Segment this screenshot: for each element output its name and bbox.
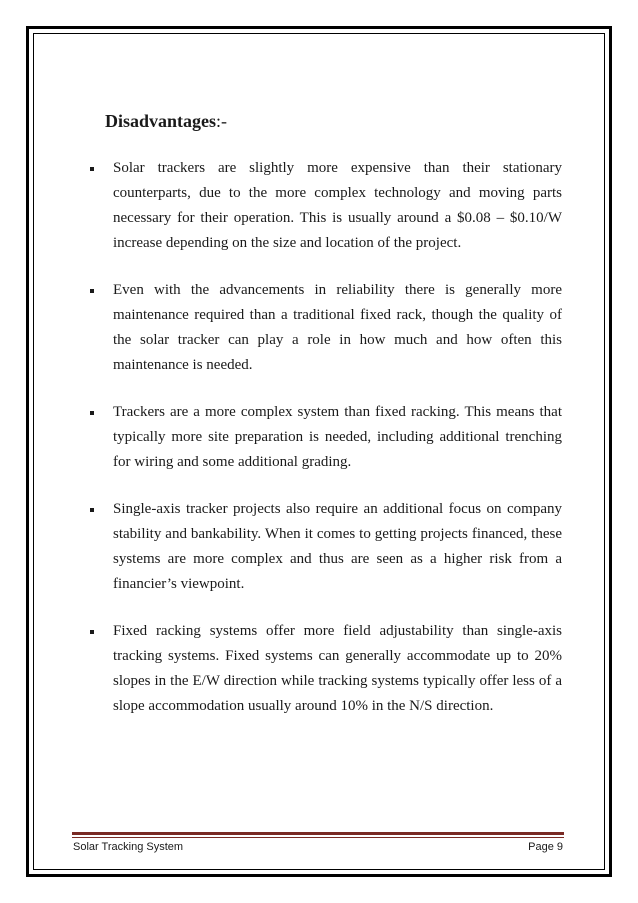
list-item-text: Single-axis tracker projects also require an additional focus on company stability and bankability. When it comes to getting projects financed, these systems are more complex and thus are seen as a higher risk from a financier’s viewpoint. — [113, 501, 562, 592]
footer-page-number: Page 9 — [528, 841, 563, 853]
list-item — [90, 156, 562, 256]
page-content — [90, 110, 562, 741]
footer-rule-thin — [72, 837, 564, 838]
square-bullet-icon — [90, 630, 94, 634]
list-item — [90, 278, 562, 378]
list-item-text: Trackers are a more complex system than fixed racking. This means that typically more site preparation is needed, including additional trenching for wiring and some additional grading. — [113, 404, 562, 470]
list-item-text: Solar trackers are slightly more expensive than their stationary counterparts, due to the more complex technology and moving parts necessary for their operation. This is usually around a $0.08 – $0.10/W increase depending on the size and location of the project. — [113, 160, 562, 251]
list-item — [90, 400, 562, 475]
footer-document-title: Solar Tracking System — [73, 841, 184, 853]
disadvantages-list — [90, 156, 562, 719]
square-bullet-icon — [90, 508, 94, 512]
square-bullet-icon — [90, 289, 94, 293]
list-item — [90, 497, 562, 597]
square-bullet-icon — [90, 411, 94, 415]
section-heading-suffix: :- — [216, 111, 228, 131]
footer-rule-thick — [72, 832, 564, 835]
square-bullet-icon — [90, 167, 94, 171]
section-heading — [105, 110, 562, 132]
section-heading-title: Disadvantages — [105, 111, 217, 131]
list-item — [90, 619, 562, 719]
list-item-text: Fixed racking systems offer more field adjustability than single-axis tracking systems. Fixed systems can generally accommodate up to 20% slopes in the E/W direction while tracking systems typically offer less of a slope accommodation usually around 10% in the N/S direction. — [113, 623, 562, 714]
list-item-text: Even with the advancements in reliability there is generally more maintenance required than a traditional fixed rack, though the quality of the solar tracker can play a role in how much and how often this maintenance is needed. — [113, 282, 562, 373]
